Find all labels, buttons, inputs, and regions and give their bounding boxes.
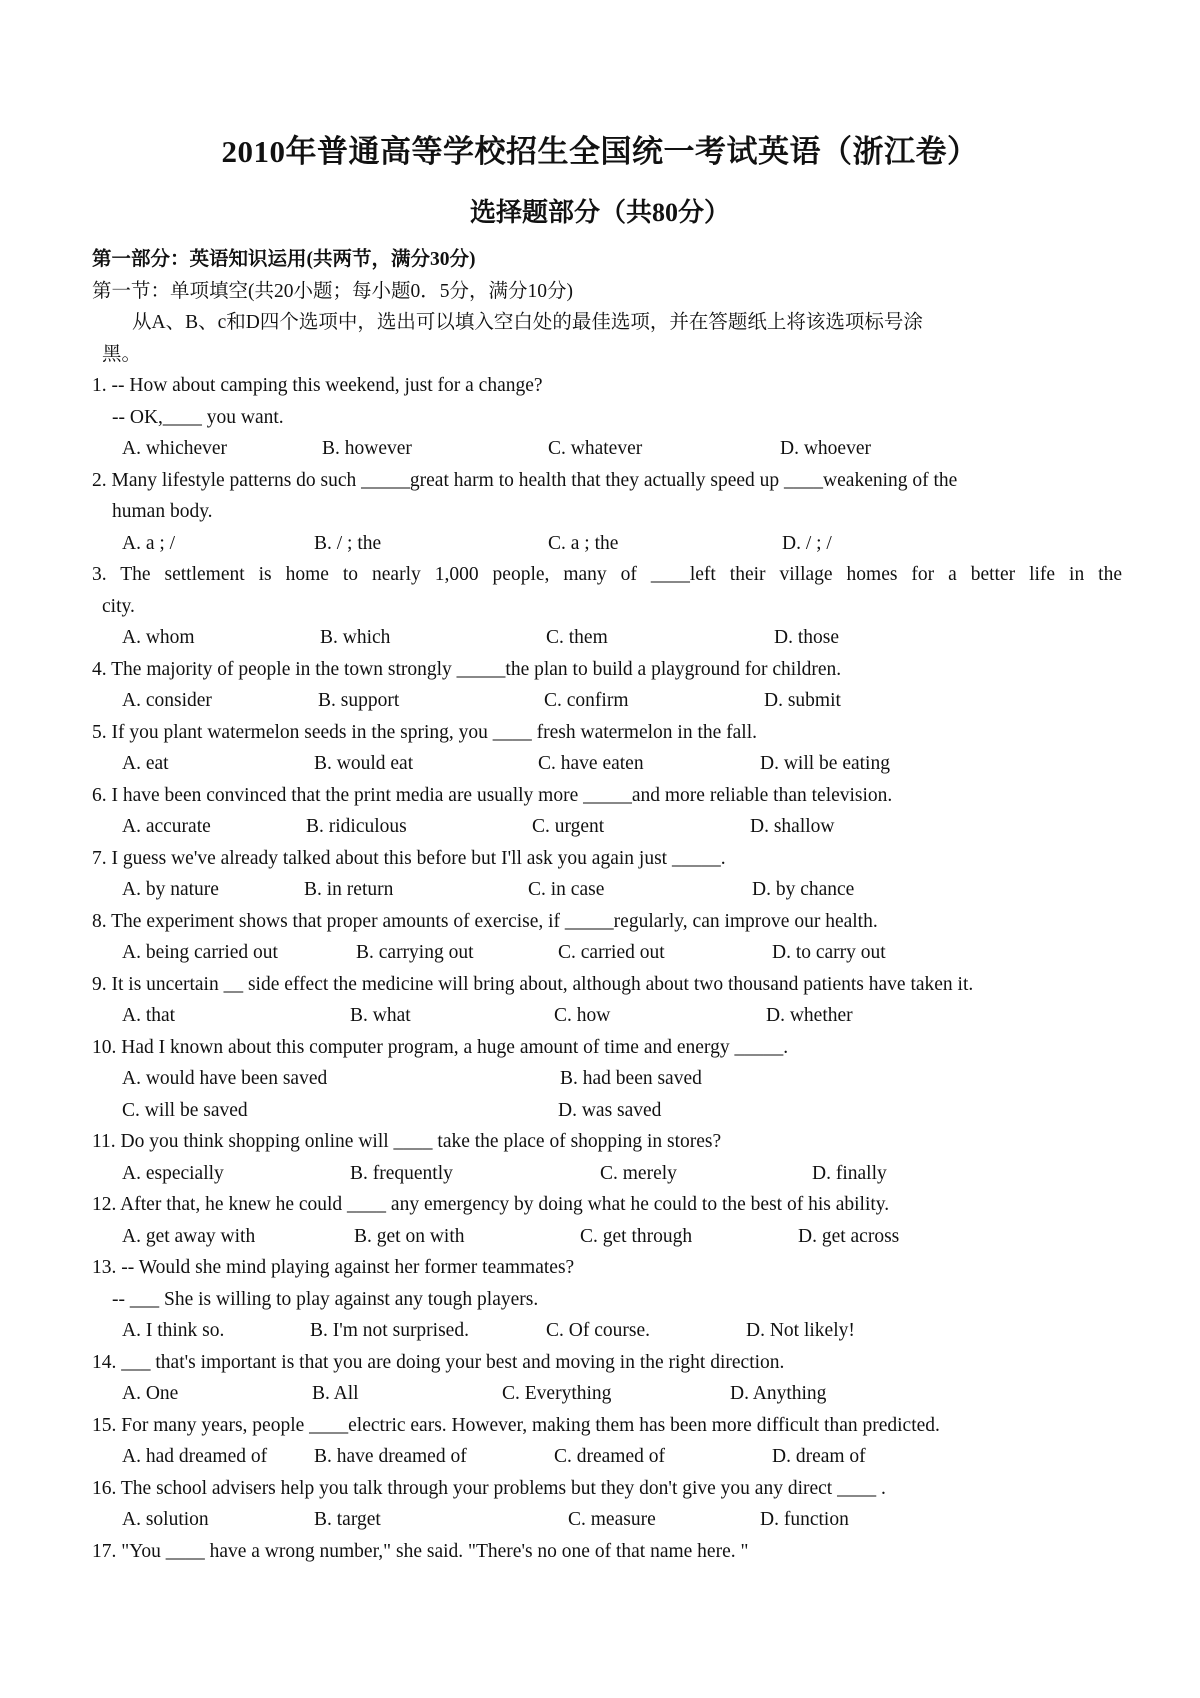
page-title: 2010年普通高等学校招生全国统一考试英语（浙江卷） [221, 134, 979, 169]
option-c[interactable]: C. a ; the [548, 532, 619, 554]
option-b[interactable]: B. would eat [314, 753, 414, 774]
option-c[interactable]: C. Everything [502, 1383, 612, 1404]
question-7-options [92, 874, 1122, 906]
option-b[interactable]: B. had been saved [560, 1068, 702, 1089]
question-6-stem: 6. I have been convinced that the print media are usually more _____and more reliable than television. [92, 784, 893, 806]
question-4-options [92, 685, 1122, 717]
option-c[interactable]: C. merely [600, 1162, 677, 1184]
question-10-stem: 10. Had I known about this computer program, a huge amount of time and energy _____. [92, 1036, 789, 1058]
option-a[interactable]: A. accurate [122, 816, 211, 837]
option-a[interactable]: A. solution [122, 1509, 209, 1530]
question-15-options [92, 1441, 1122, 1473]
question-14-stem: 14. ___ that's important is that you are doing your best and moving in the right direction. [92, 1351, 785, 1373]
option-b[interactable]: B. / ; the [314, 532, 382, 554]
option-b[interactable]: B. ridiculous [306, 816, 407, 837]
option-c[interactable]: C. whatever [548, 438, 643, 459]
question-2-options [92, 528, 1122, 560]
question-5-options [92, 748, 1122, 780]
question-13-stem: 13. -- Would she mind playing against her former teammates? [92, 1257, 575, 1278]
section-heading: 第一节：单项填空(共20小题；每小题0．5分，满分10分) [92, 280, 573, 302]
option-b[interactable]: B. All [312, 1383, 359, 1404]
option-c[interactable]: C. measure [568, 1509, 656, 1530]
question-13-stem-cont: -- ___ She is willing to play against any tough players. [112, 1288, 539, 1310]
option-c[interactable]: C. Of course. [546, 1320, 650, 1341]
question-8-stem: 8. The experiment shows that proper amounts of exercise, if _____regularly, can improve our health. [92, 910, 878, 932]
question-13-options [92, 1315, 1122, 1347]
option-c[interactable]: C. confirm [544, 690, 629, 711]
option-a[interactable]: A. would have been saved [122, 1068, 328, 1089]
option-a[interactable]: A. especially [122, 1162, 224, 1184]
instruction-line: 黑。 [102, 343, 142, 365]
option-b[interactable]: B. target [314, 1509, 381, 1530]
question-15-stem: 15. For many years, people ____electric ears. However, making them has been more difficult than predicted. [92, 1414, 940, 1436]
option-a[interactable]: A. One [122, 1383, 179, 1404]
page-subtitle: 选择题部分（共80分） [469, 198, 730, 227]
option-c[interactable]: C. urgent [532, 816, 605, 837]
question-1-stem: 1. -- How about camping this weekend, just for a change? [92, 375, 543, 396]
option-c[interactable]: C. in case [528, 879, 605, 900]
question-1-options [92, 433, 1122, 465]
option-d[interactable]: D. by chance [752, 879, 855, 900]
question-5-stem: 5. If you plant watermelon seeds in the spring, you ____ fresh watermelon in the fall. [92, 721, 757, 743]
option-d[interactable]: D. whether [766, 1005, 853, 1026]
question-10-options-row2 [92, 1095, 1122, 1127]
option-b[interactable]: B. I'm not surprised. [310, 1320, 469, 1341]
option-d[interactable]: D. those [774, 627, 839, 648]
option-c[interactable]: C. carried out [558, 942, 665, 963]
option-c[interactable]: C. will be saved [122, 1099, 248, 1121]
option-b[interactable]: B. carrying out [356, 942, 474, 963]
option-c[interactable]: C. them [546, 627, 608, 648]
option-a[interactable]: A. I think so. [122, 1320, 225, 1341]
option-d[interactable]: D. will be eating [760, 753, 890, 774]
question-11-options [92, 1158, 1122, 1190]
option-b[interactable]: B. however [322, 438, 412, 459]
option-d[interactable]: D. Anything [730, 1383, 827, 1404]
option-d[interactable]: D. dream of [772, 1446, 866, 1467]
question-4-stem: 4. The majority of people in the town strongly _____the plan to build a playground for children. [92, 658, 842, 680]
question-2-stem-cont: human body. [112, 501, 213, 522]
question-2-stem: 2. Many lifestyle patterns do such _____great harm to health that they actually speed up ____weakening of the [92, 469, 958, 491]
question-12-options [92, 1221, 1122, 1253]
question-17-stem: 17. "You ____ have a wrong number," she said. "There's no one of that name here. " [92, 1540, 749, 1562]
part-heading: 第一部分：英语知识运用(共两节，满分30分) [92, 249, 476, 270]
option-b[interactable]: B. which [320, 627, 391, 648]
question-7-stem: 7. I guess we've already talked about this before but I'll ask you again just _____. [92, 847, 726, 869]
question-11-stem: 11. Do you think shopping online will ____ take the place of shopping in stores? [92, 1131, 722, 1152]
option-c[interactable]: C. dreamed of [554, 1446, 666, 1467]
instruction-line: 从A、B、c和D四个选项中，选出可以填入空白处的最佳选项，并在答题纸上将该选项标号涂 [132, 312, 923, 333]
question-3-stem: 3. The settlement is home to nearly 1,000 people, many of ____left their village homes for a better life in the [92, 564, 1122, 585]
question-6-options [92, 811, 1122, 843]
question-1-stem-cont: -- OK,____ you want. [112, 406, 284, 428]
option-a[interactable]: A. being carried out [122, 942, 278, 963]
option-d[interactable]: D. / ; / [782, 532, 832, 554]
option-a[interactable]: A. a ; / [122, 532, 176, 554]
option-b[interactable]: B. in return [304, 879, 394, 900]
option-d[interactable]: D. function [760, 1509, 849, 1530]
option-a[interactable]: A. eat [122, 753, 169, 774]
option-a[interactable]: A. that [122, 1005, 176, 1026]
option-a[interactable]: A. whom [122, 627, 195, 648]
option-b[interactable]: B. support [318, 690, 400, 711]
question-10-options-row1 [92, 1063, 1122, 1095]
option-b[interactable]: B. frequently [350, 1162, 453, 1184]
question-12-stem: 12. After that, he knew he could ____ any emergency by doing what he could to the best of his ability. [92, 1194, 890, 1215]
question-9-options [92, 1000, 1122, 1032]
option-a[interactable]: A. get away with [122, 1225, 256, 1247]
option-d[interactable]: D. finally [812, 1162, 887, 1184]
option-d[interactable]: D. get across [798, 1225, 900, 1247]
option-d[interactable]: D. Not likely! [746, 1320, 855, 1341]
option-d[interactable]: D. was saved [558, 1099, 662, 1121]
question-14-options [92, 1378, 1122, 1410]
option-a[interactable]: A. consider [122, 690, 212, 711]
option-b[interactable]: B. have dreamed of [314, 1446, 467, 1467]
option-d[interactable]: D. to carry out [772, 942, 886, 963]
question-9-stem: 9. It is uncertain __ side effect the medicine will bring about, although about two thousand patients have taken it. [92, 973, 974, 995]
exam-content [92, 244, 1122, 1567]
option-c[interactable]: C. get through [580, 1225, 693, 1247]
option-c[interactable]: C. have eaten [538, 753, 644, 774]
option-a[interactable]: A. whichever [122, 438, 228, 459]
question-3-options [92, 622, 1122, 654]
option-d[interactable]: D. submit [764, 690, 841, 711]
question-16-options [92, 1504, 1122, 1536]
option-d[interactable]: D. shallow [750, 816, 835, 837]
question-8-options [92, 937, 1122, 969]
option-b[interactable]: B. what [350, 1005, 411, 1026]
option-c[interactable]: C. how [554, 1005, 611, 1026]
question-3-stem-cont: city. [102, 595, 135, 617]
option-b[interactable]: B. get on with [354, 1225, 465, 1247]
question-16-stem: 16. The school advisers help you talk through your problems but they don't give you any direct ____ . [92, 1477, 886, 1499]
option-d[interactable]: D. whoever [780, 438, 871, 459]
option-a[interactable]: A. had dreamed of [122, 1446, 268, 1467]
option-a[interactable]: A. by nature [122, 879, 219, 900]
